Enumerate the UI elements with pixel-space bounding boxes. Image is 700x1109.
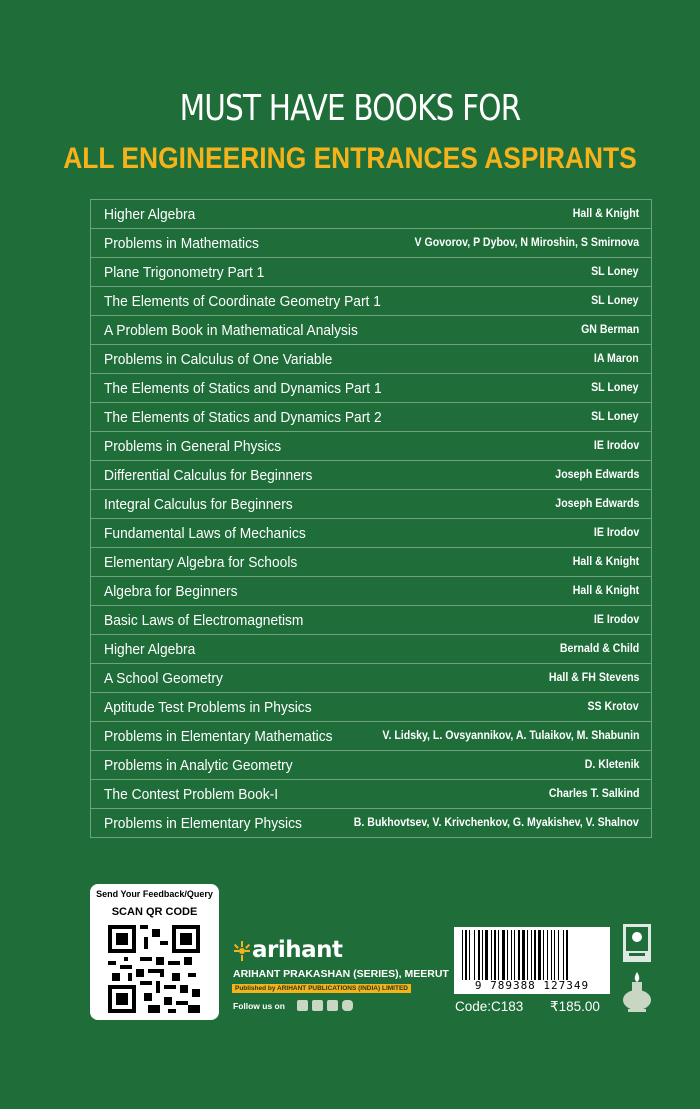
barcode-bar — [566, 930, 568, 980]
heading-must-have: MUST HAVE BOOKS FOR — [179, 88, 521, 129]
book-row — [91, 403, 651, 432]
book-row — [91, 751, 651, 780]
youtube-icon[interactable] — [327, 1000, 338, 1011]
barcode-bar — [514, 930, 515, 980]
book-title: Elementary Algebra for Schools — [104, 553, 298, 571]
book-title: The Elements of Statics and Dynamics Part 2 — [104, 408, 382, 426]
book-title: Basic Laws of Electromagnetism — [104, 611, 304, 629]
barcode-bar — [518, 930, 520, 980]
book-author: Joseph Edwards — [554, 469, 639, 481]
book-author: IA Maron — [594, 353, 639, 365]
book-author: Hall & FH Stevens — [548, 672, 639, 684]
arihant-logo-icon — [233, 940, 251, 962]
book-title: Integral Calculus for Beginners — [104, 495, 293, 513]
book-author: SL Loney — [591, 382, 639, 394]
qr-scan-text: SCAN QR CODE — [111, 906, 198, 918]
book-row — [91, 258, 651, 287]
book-title: Differential Calculus for Beginners — [104, 466, 313, 484]
barcode-bar — [531, 930, 532, 980]
instagram-icon[interactable] — [342, 1000, 353, 1011]
book-row — [91, 722, 651, 751]
qr-panel — [90, 884, 219, 1020]
barcode-bar — [478, 930, 480, 980]
facebook-icon[interactable] — [297, 1000, 308, 1011]
isbn-number: 9 789388 127349 — [474, 979, 590, 992]
barcode-bar — [465, 930, 467, 980]
book-title: Problems in Calculus of One Variable — [104, 350, 333, 368]
barcode-bar — [502, 930, 505, 980]
barcode-bar — [491, 930, 492, 980]
book-list — [90, 199, 652, 838]
barcode-bar — [498, 930, 499, 980]
barcode-bar — [551, 930, 552, 980]
book-title: A Problem Book in Mathematical Analysis — [104, 321, 358, 339]
book-author: IE Irodov — [593, 440, 639, 452]
book-row — [91, 635, 651, 664]
book-row — [91, 519, 651, 548]
follow-us-label: Follow us on — [233, 1001, 285, 1011]
book-author: B. Bukhovtsev, V. Krivchenkov, G. Myakishev, V. Shalnov — [354, 817, 639, 829]
twitter-icon[interactable] — [312, 1000, 323, 1011]
barcode-bar — [543, 930, 544, 980]
barcode-bar — [534, 930, 536, 980]
barcode-bar — [563, 930, 564, 980]
book-row — [91, 606, 651, 635]
book-row — [91, 809, 651, 838]
book-row — [91, 490, 651, 519]
barcode-bar — [527, 930, 528, 980]
barcode-bar — [462, 930, 463, 980]
brand-name: arihant — [252, 937, 343, 963]
book-title: Plane Trigonometry Part 1 — [104, 263, 265, 281]
price: ₹185.00 — [550, 999, 600, 1014]
book-title: Problems in Mathematics — [104, 234, 259, 252]
book-row — [91, 432, 651, 461]
book-row — [91, 316, 651, 345]
book-row — [91, 229, 651, 258]
book-row — [91, 577, 651, 606]
barcode — [454, 927, 610, 994]
book-row — [91, 200, 651, 229]
book-row — [91, 374, 651, 403]
book-author: Hall & Knight — [572, 585, 639, 597]
book-row — [91, 780, 651, 809]
book-author: IE Irodov — [593, 527, 639, 539]
book-title: Higher Algebra — [104, 640, 196, 658]
book-row — [91, 345, 651, 374]
book-author: Joseph Edwards — [554, 498, 639, 510]
book-author: D. Kletenik — [584, 759, 639, 771]
emblem-icon — [622, 923, 652, 963]
book-author: IE Irodov — [593, 614, 639, 626]
book-row — [91, 287, 651, 316]
book-title: A School Geometry — [104, 669, 223, 687]
barcode-bar — [558, 930, 559, 980]
barcode-bar — [522, 930, 525, 980]
book-author: Hall & Knight — [572, 556, 639, 568]
book-title: The Elements of Statics and Dynamics Part 1 — [104, 379, 382, 397]
barcode-bar — [511, 930, 512, 980]
heading-aspirants: ALL ENGINEERING ENTRANCES ASPIRANTS — [63, 142, 637, 175]
book-row — [91, 693, 651, 722]
book-title: The Elements of Coordinate Geometry Part 1 — [104, 292, 381, 310]
book-row — [91, 548, 651, 577]
qr-feedback-text: Send Your Feedback/Query — [96, 889, 213, 899]
book-title: Fundamental Laws of Mechanics — [104, 524, 306, 542]
barcode-bar — [482, 930, 483, 980]
book-author: Charles T. Salkind — [548, 788, 639, 800]
lamp-icon — [620, 970, 654, 1014]
book-author: SL Loney — [591, 411, 639, 423]
book-title: Problems in Analytic Geometry — [104, 756, 293, 774]
book-author: Hall & Knight — [572, 208, 639, 220]
barcode-bar — [507, 930, 508, 980]
barcode-bar — [494, 930, 496, 980]
published-by-label: Published by ARIHANT PUBLICATIONS (INDIA) LIMITED — [232, 984, 411, 993]
qr-code-image[interactable] — [108, 925, 200, 1013]
book-author: SL Loney — [591, 295, 639, 307]
book-row — [91, 461, 651, 490]
book-author: V Govorov, P Dybov, N Miroshin, S Smirnova — [414, 237, 639, 249]
book-author: Bernald & Child — [559, 643, 639, 655]
barcode-bar — [547, 930, 548, 980]
book-author: SL Loney — [591, 266, 639, 278]
book-author: V. Lidsky, L. Ovsyannikov, A. Tulaikov, M. Shabunin — [381, 730, 639, 742]
book-row — [91, 664, 651, 693]
book-title: The Contest Problem Book-I — [104, 785, 279, 803]
barcode-bar — [485, 930, 488, 980]
book-title: Higher Algebra — [104, 205, 196, 223]
book-title: Problems in General Physics — [104, 437, 282, 455]
barcode-bar — [474, 930, 475, 980]
book-author: SS Krotov — [587, 701, 639, 713]
book-title: Problems in Elementary Mathematics — [104, 727, 333, 745]
barcode-bars — [454, 930, 610, 980]
book-author: GN Berman — [580, 324, 639, 336]
book-title: Aptitude Test Problems in Physics — [104, 698, 312, 716]
publisher-name: ARIHANT PRAKASHAN (SERIES), MEERUT — [233, 968, 449, 980]
book-title: Problems in Elementary Physics — [104, 814, 302, 832]
book-title: Algebra for Beginners — [104, 582, 238, 600]
product-code: Code:C183 — [455, 999, 524, 1014]
barcode-bar — [538, 930, 541, 980]
barcode-bar — [554, 930, 555, 980]
barcode-bar — [469, 930, 470, 980]
